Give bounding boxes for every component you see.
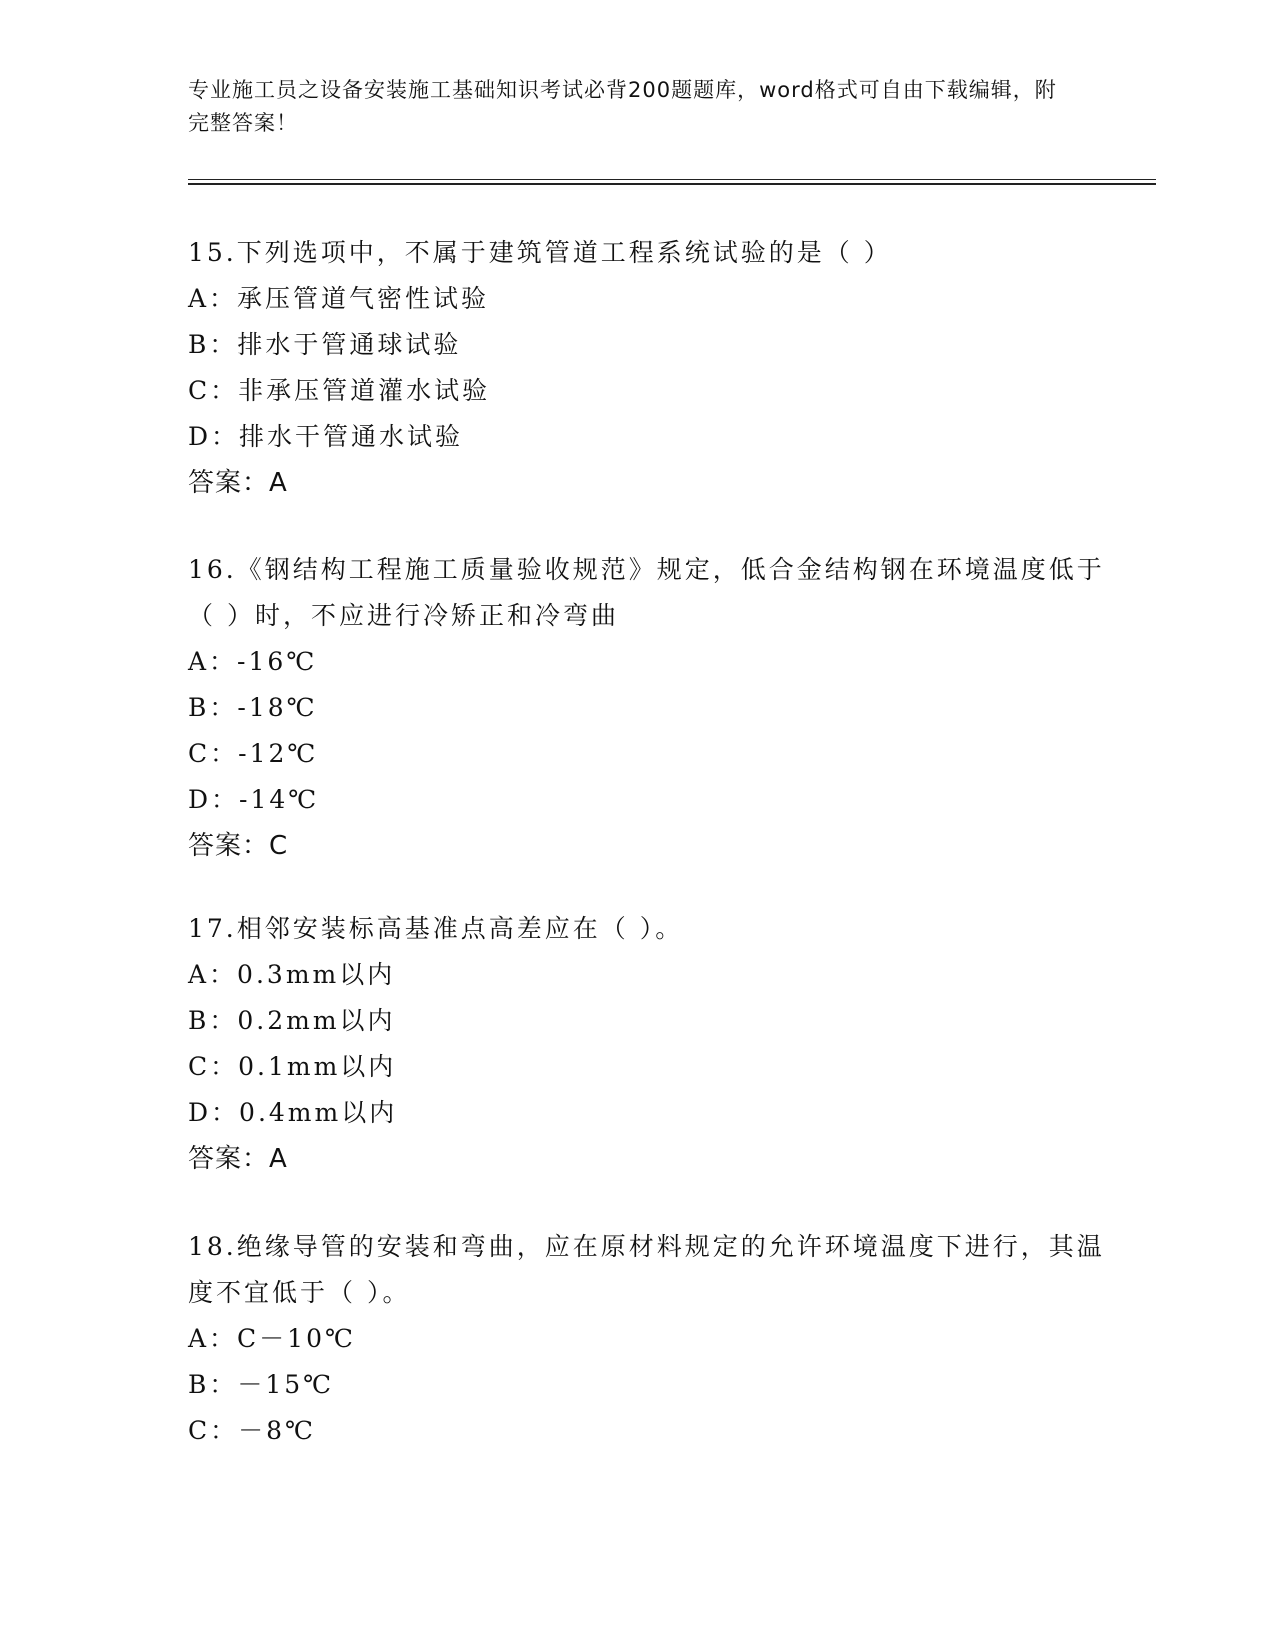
option-b: B：0.2mm以内 bbox=[188, 1006, 396, 1035]
option-d: D：0.4mm以内 bbox=[188, 1098, 398, 1127]
option-c: C：-12℃ bbox=[188, 739, 319, 768]
answer-label: 答案：A bbox=[188, 468, 288, 498]
document-header: 专业施工员之设备安装施工基础知识考试必背200题题库，word格式可自由下载编辑，附完整答案！ bbox=[188, 78, 1057, 135]
option-a: A：0.3mm以内 bbox=[188, 960, 396, 989]
option-a: A：C－10℃ bbox=[188, 1324, 356, 1353]
answer-label: 答案：C bbox=[188, 831, 289, 861]
question-stem: 15.下列选项中，不属于建筑管道工程系统试验的是（ ） bbox=[188, 238, 892, 267]
option-c: C：－8℃ bbox=[188, 1416, 317, 1445]
question-stem: 17.相邻安装标高基准点高差应在（ ）。 bbox=[188, 914, 684, 943]
question-stem: 16.《钢结构工程施工质量验收规范》规定，低合金结构钢在环境温度低于（ ）时，不应进行冷矫正和冷弯曲 bbox=[188, 555, 1105, 630]
question-18 bbox=[188, 1224, 1108, 1454]
header-divider-thin bbox=[188, 179, 1156, 180]
option-a: A：承压管道气密性试验 bbox=[188, 284, 490, 313]
question-15 bbox=[188, 230, 1108, 506]
option-a: A：-16℃ bbox=[188, 647, 318, 676]
option-b: B：排水于管通球试验 bbox=[188, 330, 462, 359]
question-16 bbox=[188, 547, 1108, 869]
option-b: B：-18℃ bbox=[188, 693, 318, 722]
header-divider-thick bbox=[188, 183, 1156, 185]
option-d: D：排水干管通水试验 bbox=[188, 422, 464, 451]
option-c: C：0.1mm以内 bbox=[188, 1052, 397, 1081]
option-c: C：非承压管道灌水试验 bbox=[188, 376, 491, 405]
option-d: D：-14℃ bbox=[188, 785, 320, 814]
answer-label: 答案：A bbox=[188, 1144, 288, 1174]
question-17 bbox=[188, 906, 1108, 1182]
option-b: B：－15℃ bbox=[188, 1370, 335, 1399]
question-stem: 18.绝缘导管的安装和弯曲，应在原材料规定的允许环境温度下进行，其温度不宜低于（ ）。 bbox=[188, 1232, 1105, 1307]
